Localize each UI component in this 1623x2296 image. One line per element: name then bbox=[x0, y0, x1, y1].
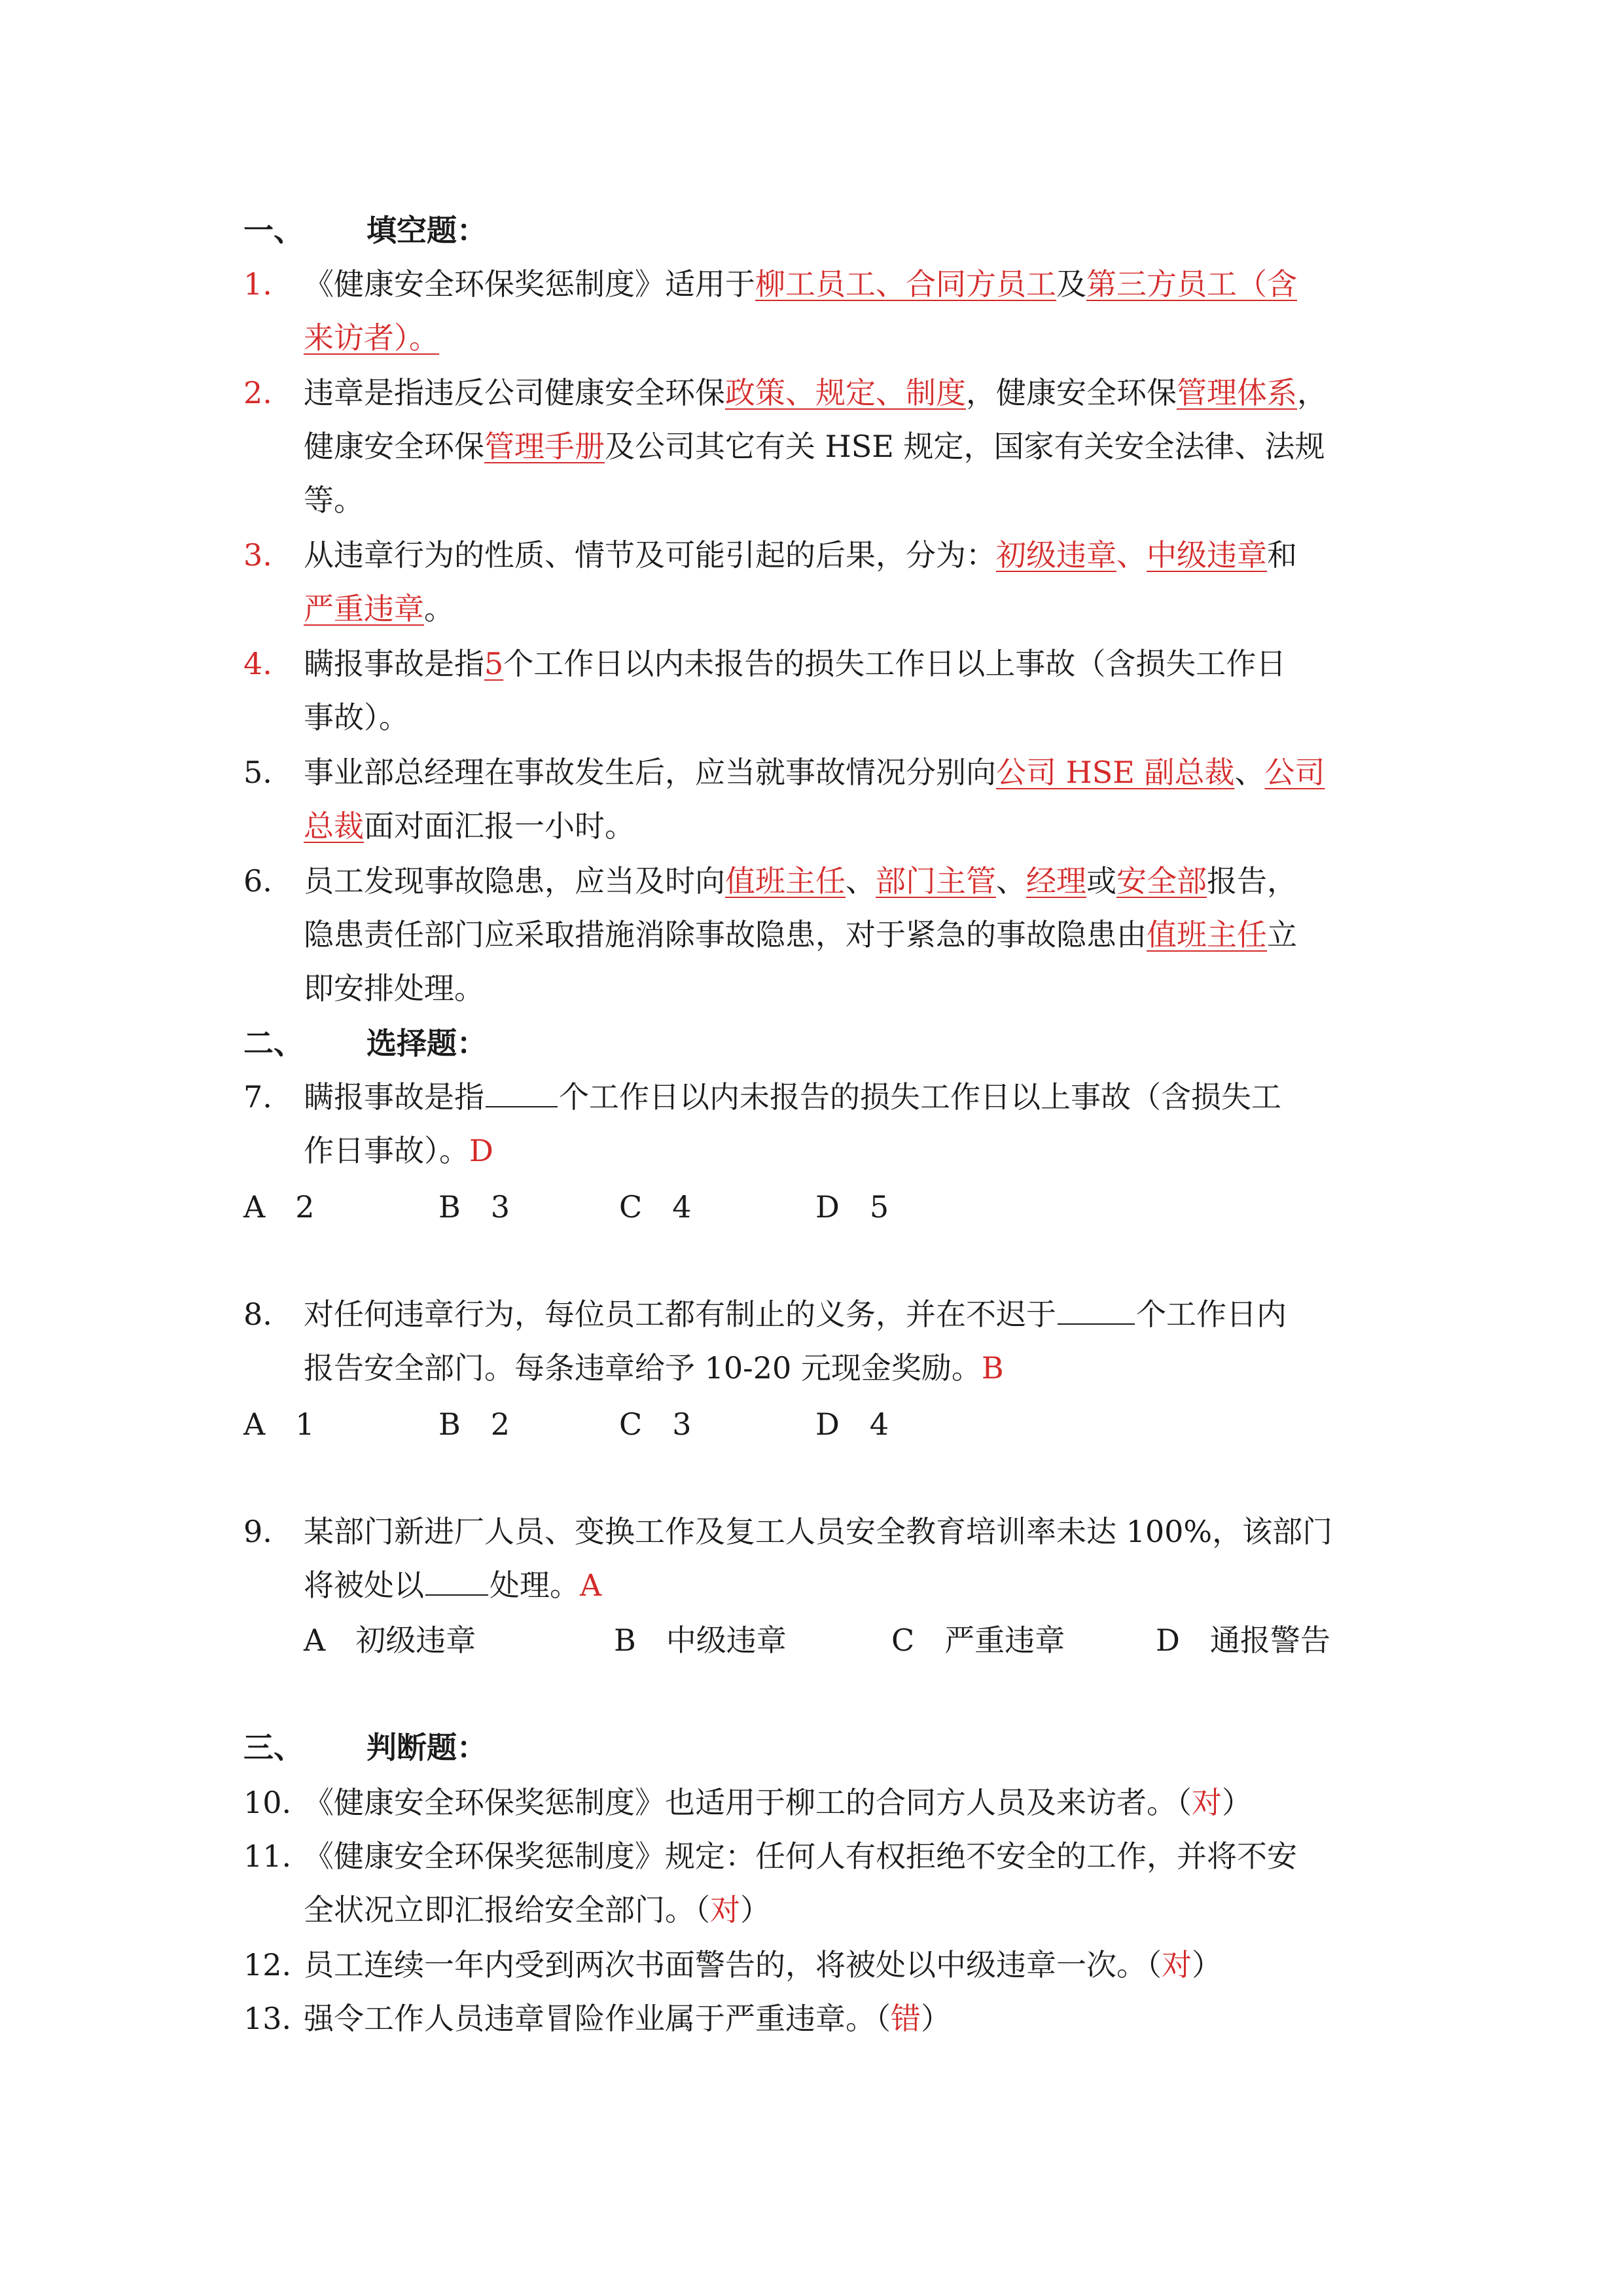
q5-number: 5. bbox=[243, 755, 272, 790]
q10-number: 10. bbox=[243, 1785, 292, 1820]
q8-number: 8. bbox=[243, 1297, 272, 1332]
q6-answer-5: 值班主任 bbox=[1147, 917, 1267, 952]
q9-number: 9. bbox=[243, 1514, 272, 1549]
q7-answer: D bbox=[469, 1133, 493, 1168]
q6-line-1: 6. 员工发现事故隐患，应当及时向值班主任、部门主管、经理或安全部报告， bbox=[243, 861, 1297, 901]
section-3-heading bbox=[243, 1728, 487, 1767]
q2-line-3: 等。 bbox=[304, 482, 364, 518]
q4-line-2: 事故）。 bbox=[304, 700, 409, 735]
q1-answer-1: 柳工员工 bbox=[755, 266, 876, 302]
q6-answer-1: 值班主任 bbox=[725, 863, 846, 899]
q9-option-c: C 严重违章 bbox=[891, 1623, 1065, 1658]
section-2-title: 选择题： bbox=[366, 1026, 488, 1061]
section-2-number: 二、 bbox=[243, 1026, 304, 1061]
q9-option-a: A 初级违章 bbox=[304, 1623, 476, 1658]
section-1-title: 填空题： bbox=[366, 213, 488, 248]
q3-line-1: 3. 从违章行为的性质、情节及可能引起的后果，分为：初级违章、中级违章和 bbox=[243, 535, 1297, 575]
q11-number: 11. bbox=[243, 1839, 292, 1874]
q6-answer-4: 安全部 bbox=[1116, 863, 1207, 899]
q5-line-2: 总裁面对面汇报一小时。 bbox=[304, 808, 635, 844]
q9-blank bbox=[425, 1568, 488, 1596]
q8-option-a: A 1 bbox=[243, 1407, 315, 1442]
q1-line-2: 来访者）。 bbox=[304, 320, 439, 355]
q9-line-2: 将被处以 处理。A bbox=[304, 1568, 602, 1603]
q7-option-b: B 3 bbox=[438, 1189, 510, 1225]
q3-number: 3. bbox=[243, 537, 272, 573]
q7-blank bbox=[486, 1080, 558, 1107]
section-3-title: 判断题： bbox=[366, 1730, 488, 1765]
section-3-number: 三、 bbox=[243, 1730, 304, 1765]
q13-line-1: 13. 强令工作人员违章冒险作业属于严重违章。（错） bbox=[243, 1999, 951, 2038]
q12-number: 12. bbox=[243, 1947, 292, 1982]
q1-number: 1. bbox=[243, 266, 272, 302]
q1-answer-2: 合同方员工 bbox=[906, 266, 1056, 302]
q8-line-1: 8. 对任何违章行为，每位员工都有制止的义务，并在不迟于 个工作日内 bbox=[243, 1295, 1287, 1334]
q3-answer-1: 初级违章 bbox=[996, 537, 1116, 573]
q5-answer-1: 公司 HSE 副总裁 bbox=[996, 755, 1235, 790]
q8-option-c: C 3 bbox=[619, 1407, 692, 1442]
q1-answer-3: 第三方员工（含 bbox=[1086, 266, 1297, 302]
q8-option-b: B 2 bbox=[438, 1407, 510, 1442]
q9-line-1: 9. 某部门新进厂人员、变换工作及复工人员安全教育培训率未达 100%，该部门 bbox=[243, 1512, 1332, 1551]
q7-line-2: 作日事故）。D bbox=[304, 1133, 493, 1168]
q3-answer-2: 中级违章 bbox=[1147, 537, 1267, 573]
q12-answer: 对 bbox=[1162, 1947, 1192, 1982]
q11-line-2: 全状况立即汇报给安全部门。（对） bbox=[304, 1892, 770, 1928]
q2-number: 2. bbox=[243, 375, 272, 410]
q2-answer-1: 政策、规定、制度 bbox=[725, 375, 966, 410]
q3-line-2: 严重违章。 bbox=[304, 591, 454, 626]
q9-option-d: D 通报警告 bbox=[1156, 1623, 1330, 1658]
q7-number: 7. bbox=[243, 1079, 272, 1115]
q9-answer: A bbox=[580, 1568, 602, 1603]
q13-answer: 错 bbox=[891, 2001, 921, 2036]
section-1-number: 一、 bbox=[243, 213, 304, 248]
q6-line-3: 即安排处理。 bbox=[304, 971, 484, 1006]
q4-line-1: 4. 瞒报事故是指5个工作日以内未报告的损失工作日以上事故（含损失工作日 bbox=[243, 644, 1286, 683]
q11-answer: 对 bbox=[710, 1892, 740, 1928]
q7-option-d: D 5 bbox=[815, 1189, 889, 1225]
q10-answer: 对 bbox=[1192, 1785, 1222, 1820]
q5-line-1: 5. 事业部总经理在事故发生后，应当就事故情况分别向公司 HSE 副总裁、公司 bbox=[243, 753, 1325, 792]
q2-line-2: 健康安全环保管理手册及公司其它有关 HSE 规定，国家有关安全法律、法规 bbox=[304, 429, 1325, 464]
q2-answer-2: 管理体系 bbox=[1177, 375, 1297, 410]
q1-line-1: 1. 《健康安全环保奖惩制度》适用于柳工员工、合同方员工及第三方员工（含 bbox=[243, 264, 1297, 304]
q8-line-2: 报告安全部门。每条违章给予 10-20 元现金奖励。B bbox=[304, 1350, 1004, 1386]
q8-answer: B bbox=[981, 1350, 1004, 1386]
q2-line-1: 2. 违章是指违反公司健康安全环保政策、规定、制度，健康安全环保管理体系， bbox=[243, 373, 1327, 412]
q4-answer-1: 5 bbox=[484, 646, 504, 681]
q6-line-2: 隐患责任部门应采取措施消除事故隐患，对于紧急的事故隐患由值班主任立 bbox=[304, 917, 1297, 952]
q10-line-1: 10. 《健康安全环保奖惩制度》也适用于柳工的合同方人员及来访者。（对） bbox=[243, 1783, 1252, 1822]
section-1-heading bbox=[243, 211, 487, 250]
q5-answer-2: 公司 bbox=[1264, 755, 1325, 790]
q11-line-1: 11. 《健康安全环保奖惩制度》规定：任何人有权拒绝不安全的工作，并将不安 bbox=[243, 1837, 1297, 1876]
q7-option-c: C 4 bbox=[619, 1189, 692, 1225]
q2-answer-3: 管理手册 bbox=[484, 429, 605, 464]
q4-number: 4. bbox=[243, 646, 272, 681]
q7-line-1: 7. 瞒报事故是指 个工作日以内未报告的损失工作日以上事故（含损失工 bbox=[243, 1077, 1281, 1117]
q13-number: 13. bbox=[243, 2001, 292, 2036]
q9-option-b: B 中级违章 bbox=[614, 1623, 787, 1658]
q8-option-d: D 4 bbox=[815, 1407, 889, 1442]
section-2-heading bbox=[243, 1024, 487, 1063]
q6-number: 6. bbox=[243, 863, 272, 899]
q8-blank bbox=[1058, 1297, 1135, 1325]
q12-line-1: 12. 员工连续一年内受到两次书面警告的，将被处以中级违章一次。（对） bbox=[243, 1945, 1222, 1984]
q7-option-a: A 2 bbox=[243, 1189, 315, 1225]
q3-answer-3: 严重违章 bbox=[304, 591, 424, 626]
q6-answer-2: 部门主管 bbox=[876, 863, 996, 899]
q6-answer-3: 经理 bbox=[1026, 863, 1086, 899]
